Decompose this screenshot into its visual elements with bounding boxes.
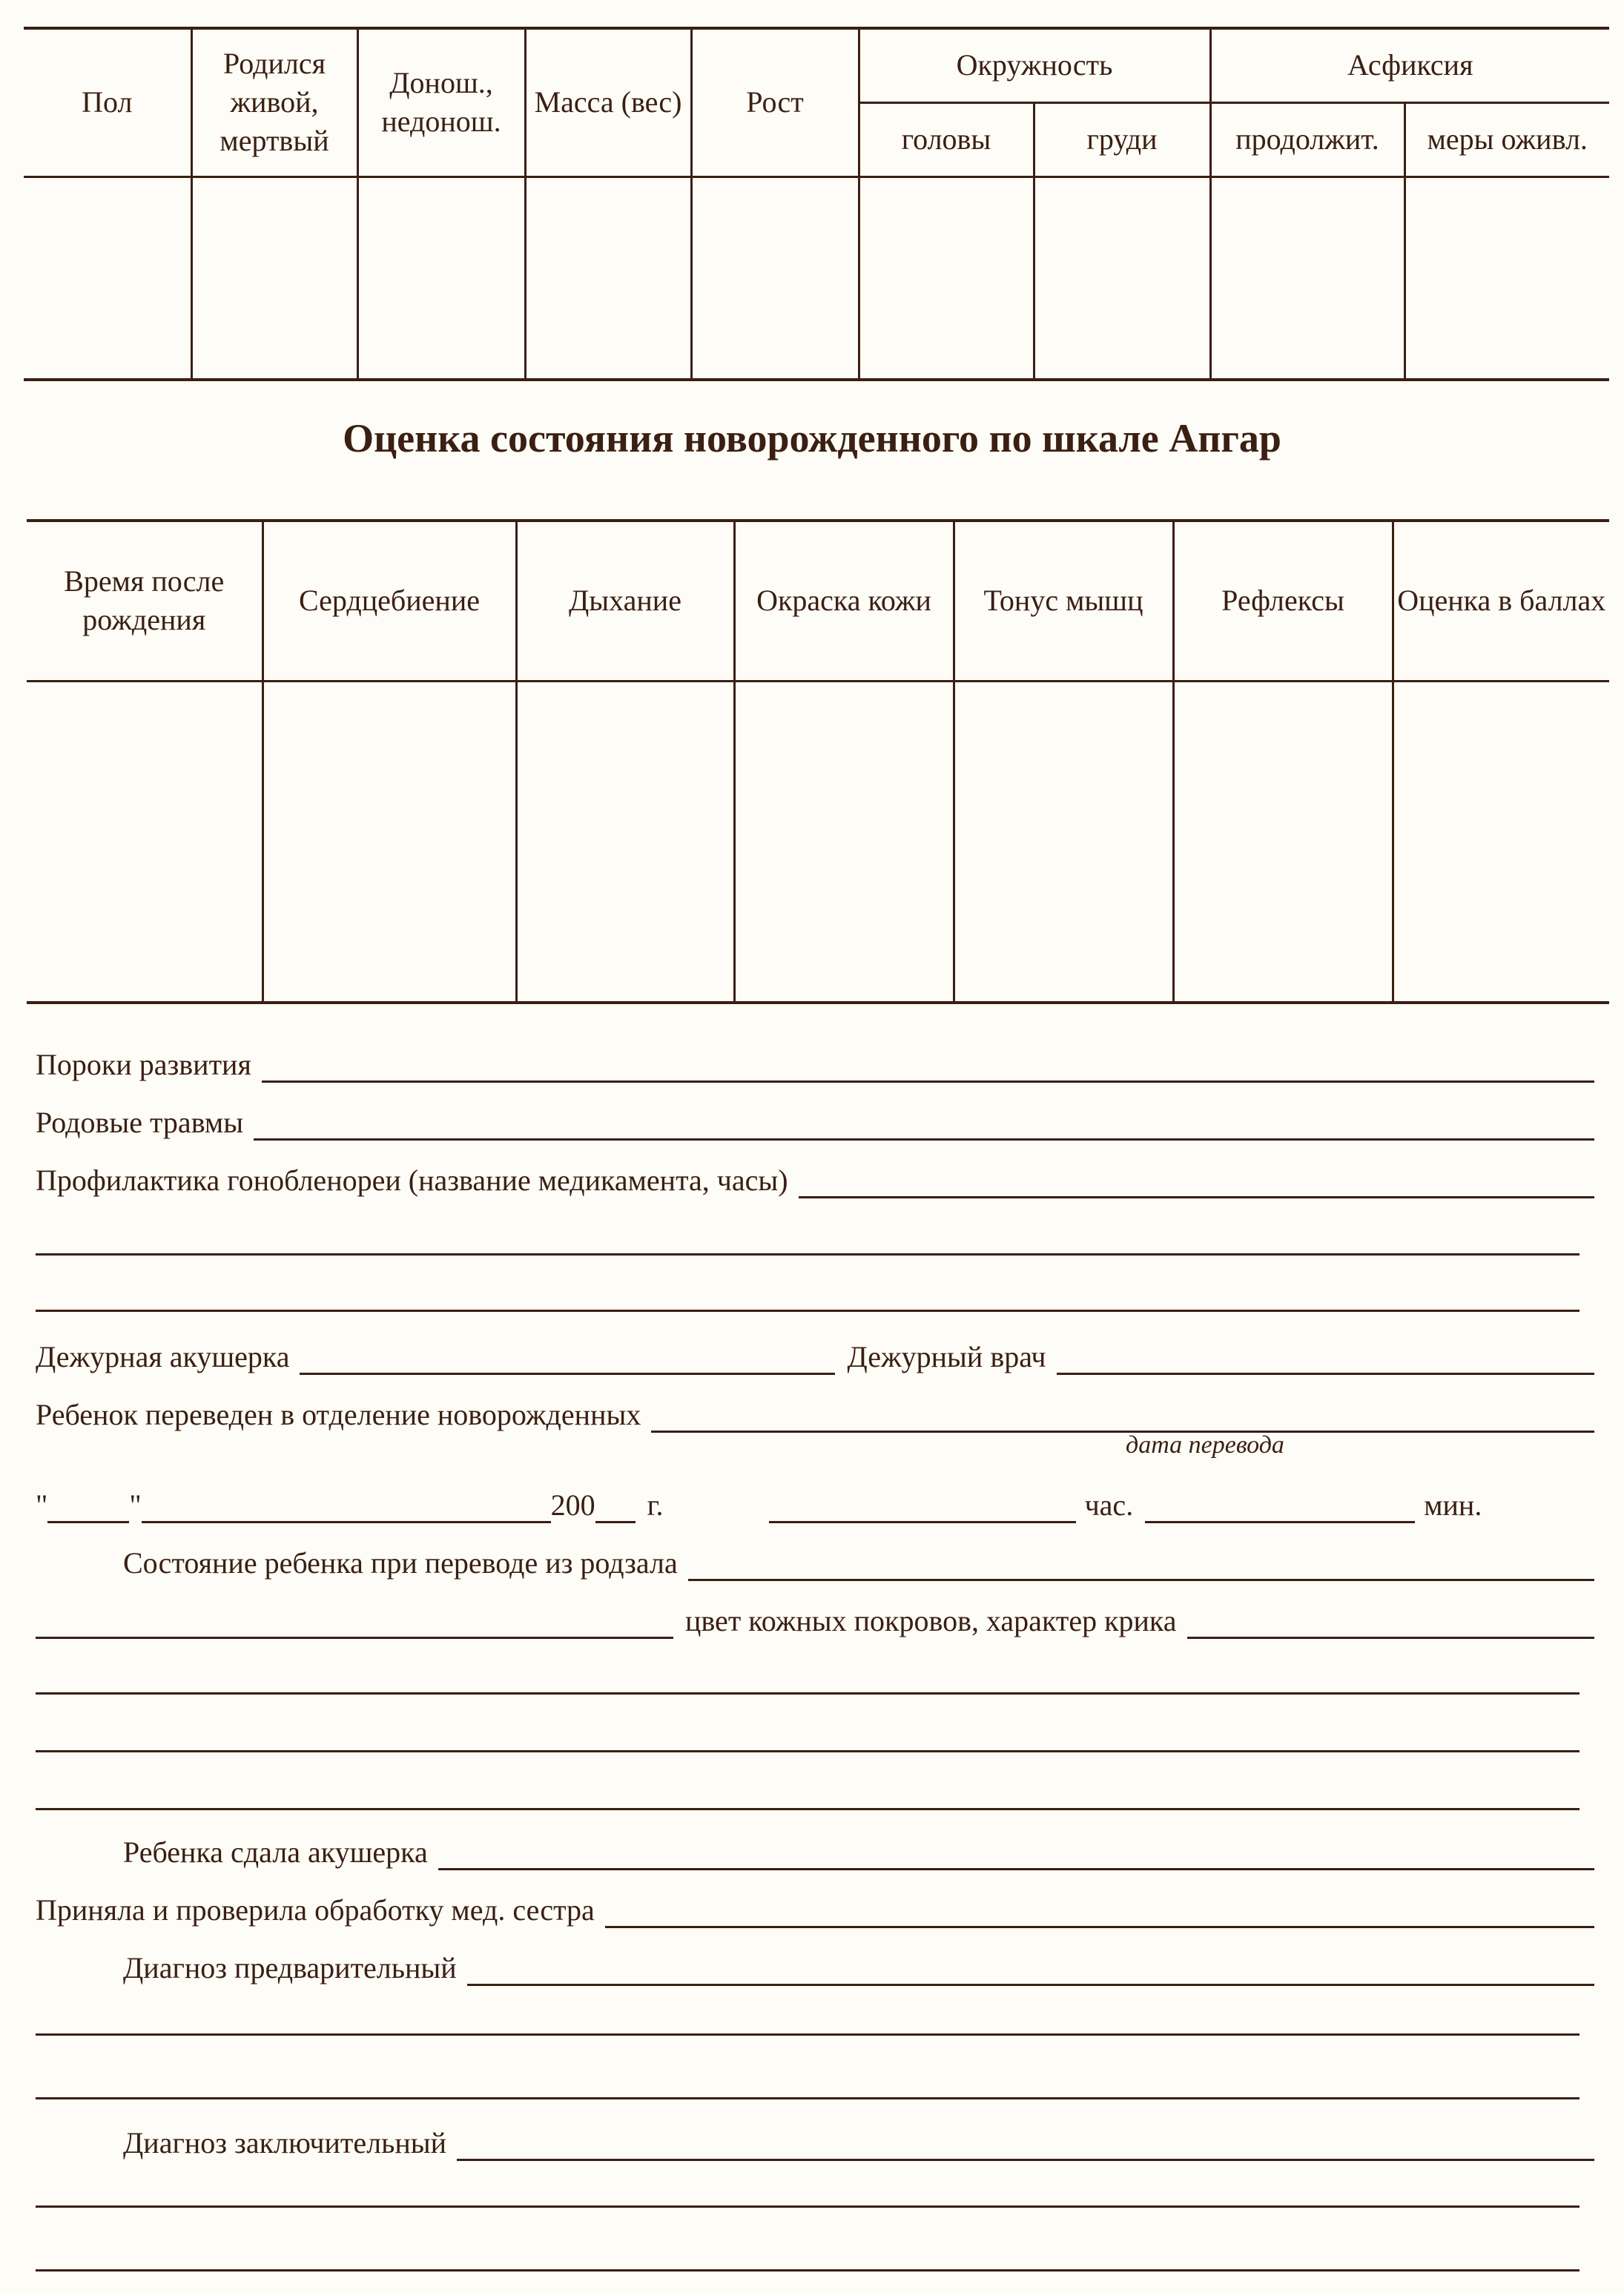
- cell-breathing[interactable]: [516, 681, 734, 1003]
- cell-chest[interactable]: [1034, 176, 1210, 380]
- field-prophylaxis[interactable]: [36, 1163, 1594, 1198]
- cell-resuscitation[interactable]: [1405, 176, 1609, 380]
- quote-open: ": [36, 1488, 48, 1522]
- cell-heart[interactable]: [263, 681, 516, 1003]
- blank-line[interactable]: [36, 2269, 1580, 2271]
- label-diag-prelim: Диагноз предварительный: [123, 1951, 457, 1984]
- cell-head[interactable]: [859, 176, 1034, 380]
- cell-height[interactable]: [691, 176, 859, 380]
- year-suffix: г.: [647, 1488, 664, 1522]
- field-birth-injuries[interactable]: [36, 1105, 1594, 1141]
- field-diag-final[interactable]: [36, 2125, 1594, 2161]
- blank-line[interactable]: [36, 1750, 1580, 1752]
- field-condition[interactable]: [36, 1545, 1594, 1581]
- cell-time[interactable]: [27, 681, 263, 1003]
- col-resuscitation: меры оживл.: [1405, 102, 1609, 176]
- cell-duration[interactable]: [1210, 176, 1405, 380]
- transfer-date-caption: дата перевода: [1126, 1431, 1284, 1459]
- blank-line[interactable]: [36, 1692, 1580, 1695]
- blank-line[interactable]: [36, 1253, 1580, 1256]
- condition-continued-line[interactable]: [36, 1607, 673, 1639]
- col-skin: Окраска кожи: [734, 521, 954, 681]
- cell-tone[interactable]: [954, 681, 1173, 1003]
- col-breathing: Дыхание: [516, 521, 734, 681]
- blank-line[interactable]: [36, 2097, 1580, 2099]
- label-doctor-on-duty: Дежурный врач: [847, 1340, 1046, 1373]
- minutes-line[interactable]: [1145, 1491, 1415, 1523]
- year-prefix: 200: [550, 1488, 595, 1522]
- col-time: Время после рождения: [27, 521, 263, 681]
- cell-skin[interactable]: [734, 681, 954, 1003]
- col-circumference: Окружность: [859, 28, 1210, 102]
- field-accepted[interactable]: [36, 1893, 1594, 1928]
- month-line[interactable]: [142, 1491, 551, 1523]
- col-sex: Пол: [24, 28, 191, 176]
- apgar-title: Оценка состояния новорожденного по шкале Апгар: [343, 416, 1281, 461]
- col-mass: Масса (вес): [525, 28, 691, 176]
- label-minutes: мин.: [1424, 1488, 1482, 1522]
- label-hours: час.: [1084, 1488, 1134, 1522]
- newborn-table: [24, 27, 1609, 381]
- col-reflexes: Рефлексы: [1173, 521, 1393, 681]
- hours-line[interactable]: [769, 1491, 1076, 1523]
- col-heart: Сердцебиение: [263, 521, 516, 681]
- blank-line[interactable]: [36, 1310, 1580, 1312]
- label-diag-final: Диагноз заключительный: [123, 2126, 447, 2160]
- label-skin-cry: цвет кожных покровов, характер крика: [685, 1604, 1177, 1637]
- apgar-table: [27, 519, 1609, 1004]
- cell-term[interactable]: [357, 176, 525, 380]
- col-score: Оценка в баллах: [1393, 521, 1609, 681]
- day-line[interactable]: [47, 1491, 129, 1523]
- col-born: Родился живой, мертвый: [191, 28, 357, 176]
- label-handed-over: Ребенка сдала акушерка: [123, 1835, 428, 1869]
- label-defects: Пороки развития: [36, 1048, 251, 1081]
- midwife-line[interactable]: [300, 1343, 835, 1375]
- cell-born[interactable]: [191, 176, 357, 380]
- quote-close: ": [129, 1488, 142, 1522]
- label-prophylaxis: Профилактика гонобленореи (название медикамента, часы): [36, 1164, 788, 1197]
- year-line[interactable]: [595, 1491, 636, 1523]
- field-diag-prelim[interactable]: [36, 1950, 1594, 1986]
- col-term: Донош., недонош.: [357, 28, 525, 176]
- field-transfer-date[interactable]: [36, 1488, 1594, 1523]
- cell-score[interactable]: [1393, 681, 1609, 1003]
- field-handed-over[interactable]: [36, 1835, 1594, 1870]
- col-chest: груди: [1034, 102, 1210, 176]
- col-head: головы: [859, 102, 1034, 176]
- cell-reflexes[interactable]: [1173, 681, 1393, 1003]
- col-duration: продолжит.: [1210, 102, 1405, 176]
- field-defects[interactable]: [36, 1047, 1594, 1083]
- cell-mass[interactable]: [525, 176, 691, 380]
- label-transferred: Ребенок переведен в отделение новорожденных: [36, 1398, 641, 1431]
- field-duty-staff[interactable]: [36, 1339, 1594, 1375]
- label-birth-injuries: Родовые травмы: [36, 1106, 244, 1139]
- col-asphyxia: Асфиксия: [1210, 28, 1609, 102]
- col-height: Рост: [691, 28, 859, 176]
- blank-line[interactable]: [36, 1808, 1580, 1810]
- blank-line[interactable]: [36, 2205, 1580, 2208]
- col-tone: Тонус мышц: [954, 521, 1173, 681]
- label-condition: Состояние ребенка при переводе из родзала: [123, 1546, 678, 1580]
- cell-sex[interactable]: [24, 176, 191, 380]
- field-skin-cry[interactable]: [36, 1603, 1594, 1639]
- field-transferred[interactable]: [36, 1397, 1594, 1433]
- label-midwife-on-duty: Дежурная акушерка: [36, 1340, 290, 1373]
- label-accepted: Приняла и проверила обработку мед. сестра: [36, 1893, 595, 1927]
- blank-line[interactable]: [36, 2033, 1580, 2036]
